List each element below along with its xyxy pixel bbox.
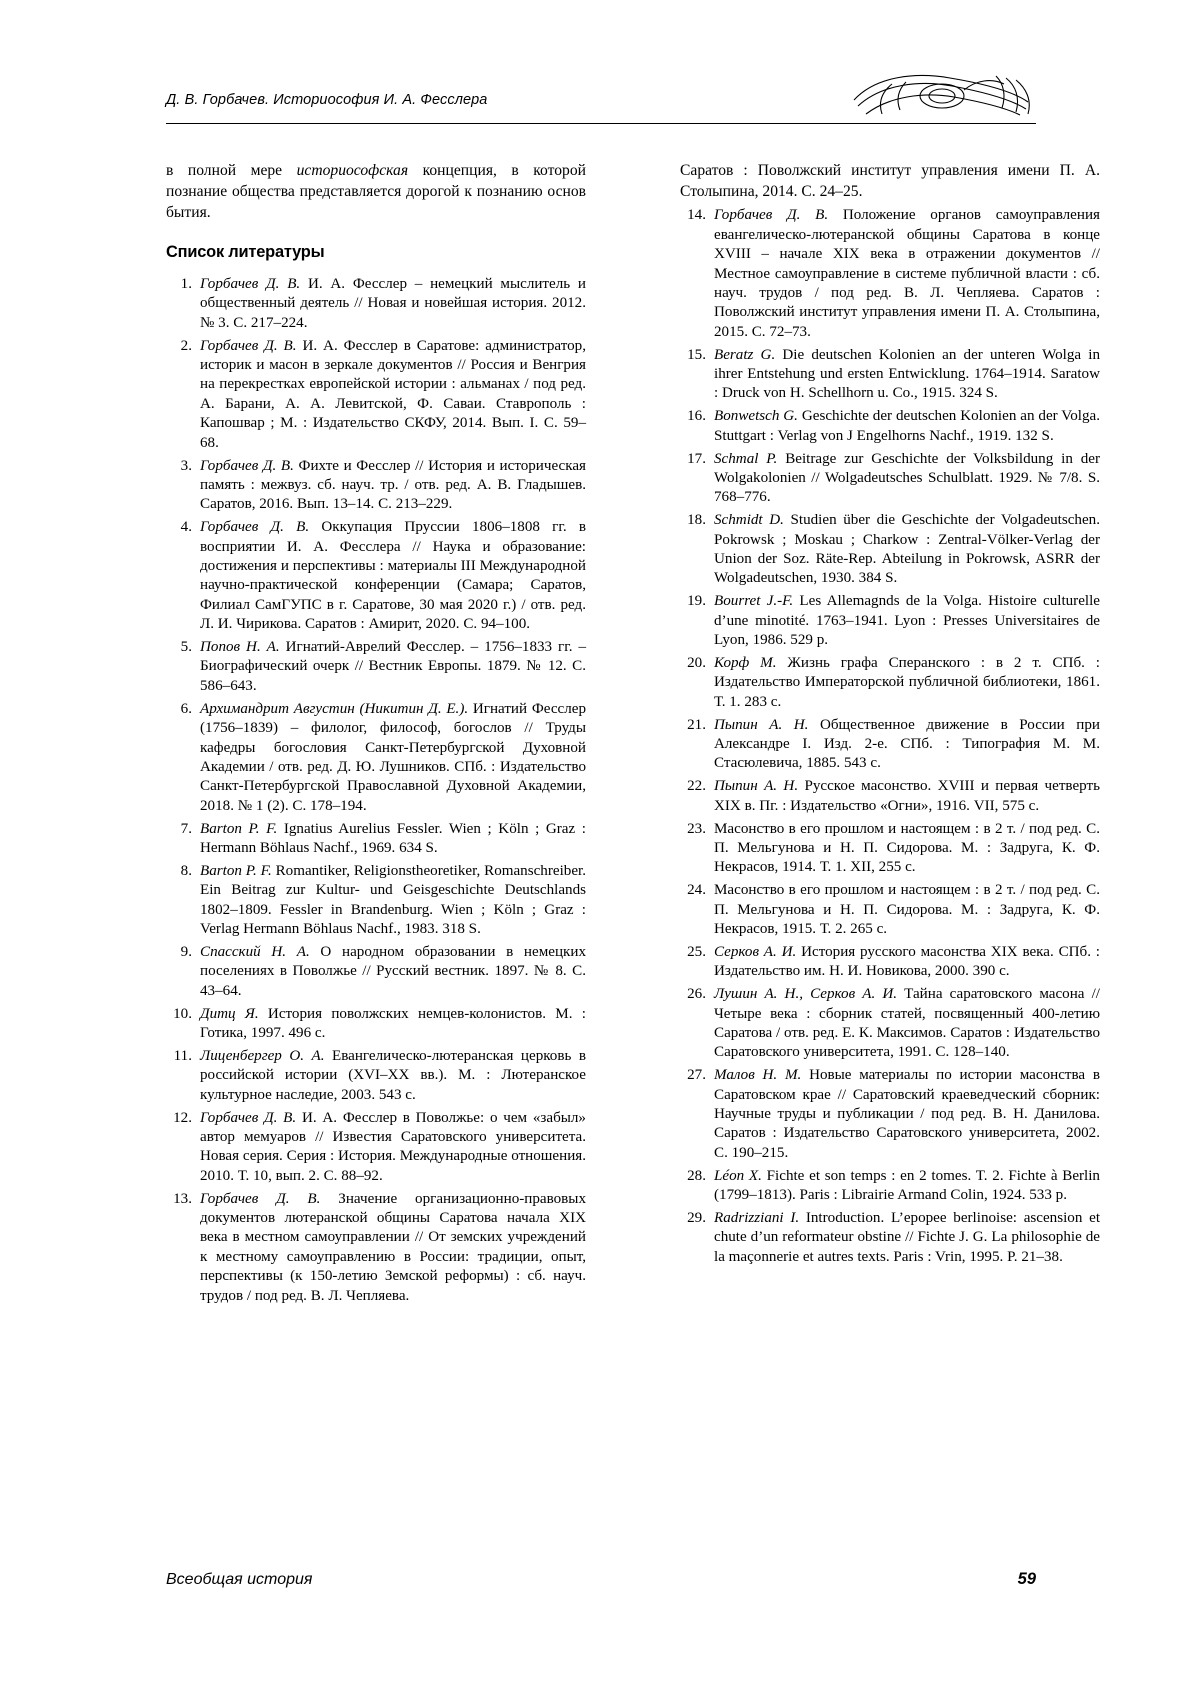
reference-author: Серков А. И. <box>714 943 797 960</box>
reference-author: Radrizziani I. <box>714 1210 800 1227</box>
reference-text: Beitrage zur Geschichte der Volksbildung in der Wolgakolonien // Wolgadeutsches Schulblatt. 1929. № 7/8. S. 768–776. <box>714 450 1100 506</box>
reference-text: Значение организационно-правовых документов лютеранской общины Саратова начала XIX века в местном самоуправлении // От земских учреждений к местному самоуправлению в России: традиции, опыт, перспективы (к 150-летию Земской реформы) : сб. науч. трудов / под ред. В. Л. Чепляева. <box>200 1190 586 1304</box>
reference-author: Горбачев Д. В. <box>200 1109 297 1126</box>
reference-author: Горбачев Д. В. <box>200 276 301 293</box>
reference-text: И. А. Фесслер в Поволжье: о чем «забыл» автор мемуаров // Известия Саратовского университета. Новая серия. Серия : История. Международные отношения. 2010. Т. 10, вып. 2. С. 88–92. <box>200 1109 586 1184</box>
page-number: 59 <box>1017 1570 1036 1588</box>
reference-text: Тайна саратовского масона // Четыре века : сборник статей, посвященный 400-летию Саратова / отв. ред. Е. К. Максимов. Саратов : Издательство Саратовского университета, 1991. С. 128–140. <box>714 986 1100 1061</box>
reference-item <box>680 881 1100 939</box>
reference-author: Горбачев Д. В. <box>200 337 297 354</box>
intro-text-italic: историософская <box>296 162 409 179</box>
reference-text: Игнатий-Аврелий Фесслер. – 1756–1833 гг. – Биографический очерк // Вестник Европы. 1879. № 12. С. 586–643. <box>200 639 587 694</box>
intro-text-part1: в полной мере <box>166 162 297 179</box>
reference-author: Горбачев Д. В. <box>714 207 829 224</box>
reference-item <box>680 511 1100 589</box>
reference-text: Русское масонство. XVIII и первая четверть XIX в. Пг. : Издательство «Огни», 1916. VII, 575 с. <box>714 778 1100 814</box>
reference-item <box>680 407 1100 446</box>
reference-author: Schmidt D. <box>714 512 784 529</box>
reference-item <box>166 457 586 515</box>
reference-author: Спасский Н. А. <box>200 943 310 960</box>
reference-author: Schmal P. <box>714 450 778 467</box>
reference-author: Попов Н. А. <box>200 639 280 656</box>
reference-item <box>166 1109 586 1187</box>
reference-author: Bonwetsch G. <box>714 408 798 425</box>
reference-item <box>680 654 1100 712</box>
reference-text: Общественное движение в России при Александре I. Изд. 2-е. СПб. : Типография М. М. Стасюлевича, 1885. 543 с. <box>714 716 1100 772</box>
reference-item <box>166 518 586 634</box>
reference-author: Пыпин А. Н. <box>714 778 799 795</box>
reference-author: Корф М. <box>714 655 777 671</box>
running-head <box>166 92 1036 132</box>
reference-item <box>166 638 586 696</box>
reference-text: Ignatius Aurelius Fessler. Wien ; Köln ; Graz : Hermann Böhlaus Nachf., 1969. 634 S. <box>200 820 587 856</box>
reference-author: Bourret J.-F. <box>714 593 794 610</box>
header-rule <box>166 123 1036 124</box>
reference-item <box>166 1047 586 1105</box>
reference-item <box>680 777 1100 816</box>
left-column <box>166 160 586 1309</box>
reference-item <box>166 700 586 816</box>
reference-item <box>166 943 586 1001</box>
reference-item <box>680 346 1100 404</box>
intro-paragraph <box>166 160 586 224</box>
reference-author: Малов Н. М. <box>714 1067 802 1084</box>
reference-text: Studien über die Geschichte der Volgadeutschen. Pokrowsk ; Moskau ; Charkow : Zentral-Völker-Verlag der Union der Soz. Räte-Rep. Abteilung in Pokrowsk, ASRR der Wolgadeutschen, 1930. 384 S. <box>714 512 1101 587</box>
reference-text: Les Allemagnds de la Volga. Histoire culturelle d’une minotité. 1763–1941. Lyon : Presses Universitaires de Lyon, 1986. 529 p. <box>714 593 1100 649</box>
reference-text: Geschichte der deutschen Kolonien an der Volga. Stuttgart : Verlag von J Engelhorns Nachf., 1919. 132 S. <box>714 408 1101 444</box>
reference-text: Новые материалы по истории масонства в Саратовском крае // Саратовский краеведческий сборник: Научные труды и публикации / под ред. В. Н. Данилова. Саратов : Издательство Саратовского университета, 2002. С. 190–215. <box>714 1067 1100 1161</box>
reference-item <box>680 716 1100 774</box>
reference-author: Дитц Я. <box>200 1005 259 1022</box>
page-footer <box>166 1570 1036 1589</box>
reference-text: Масонство в его прошлом и настоящем : в 2 т. / под ред. С. П. Мельгунова и Н. П. Сидорова. М. : Задруга, К. Ф. Некрасов, 1915. Т. 2. 265 с. <box>714 882 1100 938</box>
reference-continuation: Саратов : Поволжский институт управления имени П. А. Столыпина, 2014. С. 24–25. <box>680 162 1100 201</box>
reference-author: Архимандрит Августин (Никитин Д. Е.). <box>200 700 469 717</box>
reference-author: Лушин А. Н., Серков А. И. <box>714 986 898 1003</box>
reference-item <box>680 1066 1100 1163</box>
references-heading: Список литературы <box>166 242 325 261</box>
reference-text: Romantiker, Religionstheoretiker, Romanschreiber. Ein Beitrag zur Kultur- und Geisgeschichte Deutschlands 1802–1809. Fessler in Brandenburg. Wien ; Köln ; Graz : Verlag Hermann Böhlaus Nachf., 1983. 318 S. <box>200 862 586 938</box>
reference-author: Горбачев Д. В. <box>200 519 310 536</box>
reference-author: Barton P. F. <box>200 820 278 837</box>
reference-author: Léon X. <box>714 1167 762 1184</box>
intro-text-part2: концепция, в которой познание общества представляется дорогой к познанию основ бытия. <box>166 162 586 222</box>
reference-text: Die deutschen Kolonien an der unteren Wolga in ihrer Entstehung und ersten Entwicklung. 1764–1914. Saratow : Druck von H. Schellhorn u. Co., 1915. 324 S. <box>714 346 1100 402</box>
reference-text: Положение органов самоуправления евангелическо-лютеранской общины Саратова в конце XVIII – начале XIX века в отражении документов // Местное самоуправление в системе публичной власти : сб. науч. трудов / под ред. В. Л. Чепляева. Саратов : Поволжский институт управления имени П. А. Столыпина, 2015. С. 72–73. <box>714 207 1100 340</box>
reference-author: Лиценбергер О. А. <box>200 1047 325 1064</box>
reference-text: Introduction. L’epopee berlinoise: ascension et chute d’un reformateur obstine // Fichte J. G. La philosophie de la maçonnerie et autres texts. Paris : Vrin, 1995. P. 21–38. <box>714 1210 1101 1265</box>
reference-author: Пыпин А. Н. <box>714 716 809 733</box>
reference-item <box>680 820 1100 878</box>
reference-item <box>680 1167 1100 1206</box>
reference-author: Горбачев Д. В. <box>200 457 294 474</box>
reference-item <box>680 450 1100 508</box>
reference-text: Евангелическо-лютеранская церковь в российской истории (XVI–XX вв.). М. : Лютеранское культурное наследие, 2003. 543 с. <box>200 1047 586 1103</box>
reference-item <box>680 1209 1100 1267</box>
right-column <box>680 160 1100 1271</box>
reference-item <box>166 1005 586 1044</box>
reference-text: Оккупация Пруссии 1806–1808 гг. в восприятии И. А. Фесслера // Наука и образование: достижения и перспективы : материалы III Международной научно-практической конференции (Самара; Саратов, Филиал СамГУПС в г. Саратове, 30 мая 2020 г.) / отв. ред. Л. И. Чирикова. Саратов : Амирит, 2020. С. 94–100. <box>200 519 586 633</box>
reference-text: О народном образовании в немецких поселениях в Поволжье // Русский вестник. 1897. № 8. С. 43–64. <box>200 943 586 999</box>
reference-text: Fichte et son temps : en 2 tomes. T. 2. Fichte à Berlin (1799–1813). Paris : Librairie Armand Colin, 1924. 533 p. <box>714 1167 1100 1204</box>
reference-text: Фихте и Фесслер // История и историческая память : межвуз. сб. науч. тр. / отв. ред. А. В. Гладышев. Саратов, 2016. Вып. 13–14. С. 213–229. <box>200 457 586 513</box>
reference-item <box>166 275 586 333</box>
reference-item <box>680 943 1100 982</box>
reference-list-right <box>680 206 1100 1267</box>
reference-item <box>166 820 586 859</box>
reference-text: История русского масонства XIX века. СПб. : Издательство им. Н. И. Новикова, 2000. 390 с. <box>714 943 1100 980</box>
reference-text: И. А. Фесслер в Саратове: администратор, историк и масон в зеркале документов // Россия и Венгрия на перекрестках европейской истории : альманах / под ред. А. Барани, А. А. Левитской, Ф. Саваи. Ставрополь : Капошвар ; М. : Издательство СКФУ, 2014. Вып. I. С. 59–68. <box>200 337 586 451</box>
reference-text: И. А. Фесслер – немецкий мыслитель и общественный деятель // Новая и новейшая история. 2012. № 3. С. 217–224. <box>200 276 586 331</box>
reference-list-left <box>166 275 586 1306</box>
reference-text: Игнатий Фесслер (1756–1839) – филолог, философ, богослов // Труды кафедры богословия Санкт-Петербургской Духовной Академии / отв. ред. Д. Ю. Лушников. СПб. : Издательство Санкт-Петербургской Православной Духовной Академии, 2018. № 1 (2). С. 178–194. <box>200 700 586 814</box>
reference-item <box>680 592 1100 650</box>
running-head-text: Д. В. Горбачев. Историософия И. А. Фесслера <box>166 92 488 108</box>
reference-item <box>680 206 1100 342</box>
reference-text: Жизнь графа Сперанского : в 2 т. СПб. : Издательство Императорской публичной библиотеки, 1861. Т. 1. 283 с. <box>714 655 1100 710</box>
footer-section-label: Всеобщая история <box>166 1571 313 1588</box>
reference-author: Barton P. F. <box>200 862 272 879</box>
reference-author: Горбачев Д. В. <box>200 1190 321 1207</box>
reference-text: История поволжских немцев-колонистов. М. : Готика, 1997. 496 с. <box>200 1005 586 1041</box>
art-nouveau-ornament-icon <box>846 70 1036 122</box>
reference-item <box>166 337 586 453</box>
reference-text: Масонство в его прошлом и настоящем : в 2 т. / под ред. С. П. Мельгунова и Н. П. Сидорова. М. : Задруга, К. Ф. Некрасов, 1914. Т. 1. XII, 255 с. <box>714 820 1100 876</box>
reference-item <box>166 1190 586 1306</box>
reference-item <box>166 862 586 940</box>
reference-item <box>680 985 1100 1063</box>
reference-author: Beratz G. <box>714 346 776 363</box>
